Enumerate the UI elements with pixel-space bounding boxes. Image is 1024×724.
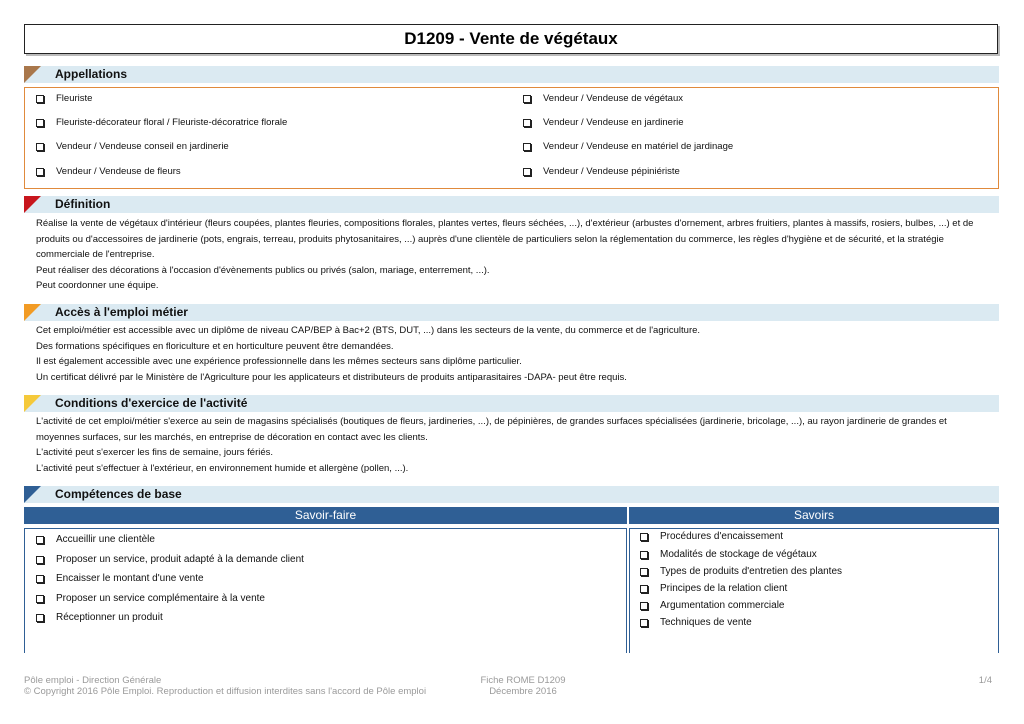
- list-item: Types de produits d'entretien des plantes: [640, 566, 842, 578]
- checkbox-bullet-icon: [640, 619, 648, 627]
- checkbox-bullet-icon: [523, 168, 531, 176]
- checkbox-bullet-icon: [523, 143, 531, 151]
- list-item: Argumentation commerciale: [640, 600, 785, 612]
- checkbox-bullet-icon: [640, 602, 648, 610]
- list-item: Vendeur / Vendeuse conseil en jardinerie: [36, 141, 229, 153]
- list-item: Modalités de stockage de végétaux: [640, 549, 817, 561]
- page-number: 1/4: [978, 675, 992, 686]
- checkbox-bullet-icon: [36, 143, 44, 151]
- definition-text: Réalise la vente de végétaux d'intérieur (fleurs coupées, plantes fleuries, compositions florales, plantes vertes, fleurs séchées, ...), d'extérieur (arbustes d'ornement, arbres fruitiers, plantes à massifs, rosiers, bulbes, ...) et de produits ou d'accessoires de jardinerie (pots, engrais, terreau, produits phytosanitaires, ...) auprès d'une clientèle de particuliers selon la réglementation du commerce, les règles d'hygiène et de sécurité, et la stratégie commerciale de l'entreprise. Peut réaliser des décorations à l'occasion d'évènements publics ou privés (salon, mariage, enterrement, ...). Peut coordonner une équipe.: [36, 218, 974, 292]
- section-marker-icon: [24, 196, 41, 213]
- list-item: Fleuriste: [36, 93, 92, 105]
- footer-left: Pôle emploi - Direction Générale © Copyright 2016 Pôle Emploi. Reproduction et diffusion interdites sans l'accord de Pôle emploi: [24, 675, 427, 697]
- checkbox-bullet-icon: [640, 551, 648, 559]
- section-title: Accès à l'emploi métier: [55, 305, 188, 319]
- section-header-conditions: [24, 395, 999, 412]
- list-item: Vendeur / Vendeuse pépiniériste: [523, 166, 680, 178]
- list-item: Réceptionner un produit: [36, 612, 163, 624]
- checkbox-bullet-icon: [36, 119, 44, 127]
- savoir-faire-list: [24, 528, 627, 653]
- checkbox-bullet-icon: [36, 536, 44, 544]
- section-title: Compétences de base: [55, 487, 182, 501]
- section-marker-icon: [24, 304, 41, 321]
- section-title: Définition: [55, 197, 111, 211]
- list-item: Vendeur / Vendeuse de fleurs: [36, 166, 181, 178]
- checkbox-bullet-icon: [36, 595, 44, 603]
- checkbox-bullet-icon: [36, 575, 44, 583]
- section-marker-icon: [24, 66, 41, 83]
- section-marker-icon: [24, 395, 41, 412]
- checkbox-bullet-icon: [640, 585, 648, 593]
- page-title: D1209 - Vente de végétaux: [24, 24, 998, 54]
- list-item: Proposer un service, produit adapté à la demande client: [36, 554, 304, 566]
- checkbox-bullet-icon: [36, 168, 44, 176]
- list-item: Techniques de vente: [640, 617, 752, 629]
- section-title: Appellations: [55, 67, 128, 81]
- list-item: Accueillir une clientèle: [36, 534, 155, 546]
- checkbox-bullet-icon: [640, 568, 648, 576]
- checkbox-bullet-icon: [36, 95, 44, 103]
- footer-center: Fiche ROME D1209 Décembre 2016: [480, 675, 566, 697]
- list-item: Principes de la relation client: [640, 583, 787, 595]
- savoirs-header: Savoirs: [629, 507, 999, 524]
- list-item: Proposer un service complémentaire à la vente: [36, 593, 265, 605]
- section-title: Conditions d'exercice de l'activité: [55, 396, 248, 410]
- list-item: Procédures d'encaissement: [640, 531, 783, 543]
- list-item: Vendeur / Vendeuse en matériel de jardinage: [523, 141, 733, 153]
- list-item: Vendeur / Vendeuse de végétaux: [523, 93, 683, 105]
- list-item: Fleuriste-décorateur floral / Fleuriste-décoratrice florale: [36, 117, 287, 129]
- section-marker-icon: [24, 486, 41, 503]
- section-header-acces: [24, 304, 999, 321]
- list-item: Encaisser le montant d'une vente: [36, 573, 204, 585]
- conditions-text: L'activité de cet emploi/métier s'exerce au sein de magasins spécialisés (boutiques de fleurs, jardineries, ...), de pépinières, de grandes surfaces spécialisées (jardinerie, bricolage, ...), au rayon jardinerie de grandes et moyennes surfaces, sur les marchés, en entreprise de décoration en contact avec les clients. L'activité peut s'exercer les fins de semaine, jours fériés. L'activité peut s'effectuer à l'extérieur, en environnement humide et allergène (pollen, ...).: [36, 416, 947, 474]
- acces-text: Cet emploi/métier est accessible avec un diplôme de niveau CAP/BEP à Bac+2 (BTS, DUT, ...) dans les secteurs de la vente, du commerce et de l'agriculture. Des formations spécifiques en floriculture et en horticulture peuvent être demandées. Il est également accessible avec une expérience professionnelle dans les mêmes secteurs sans diplôme particulier. Un certificat délivré par le Ministère de l'Agriculture pour les applicateurs et distributeurs de produits antiparasitaires -DAPA- peut être requis.: [36, 325, 701, 383]
- section-header-competences: [24, 486, 999, 503]
- checkbox-bullet-icon: [36, 556, 44, 564]
- section-header-appellations: [24, 66, 999, 83]
- checkbox-bullet-icon: [36, 614, 44, 622]
- checkbox-bullet-icon: [523, 95, 531, 103]
- checkbox-bullet-icon: [640, 533, 648, 541]
- list-item: Vendeur / Vendeuse en jardinerie: [523, 117, 684, 129]
- section-header-definition: [24, 196, 999, 213]
- checkbox-bullet-icon: [523, 119, 531, 127]
- savoir-faire-header: Savoir-faire: [24, 507, 627, 524]
